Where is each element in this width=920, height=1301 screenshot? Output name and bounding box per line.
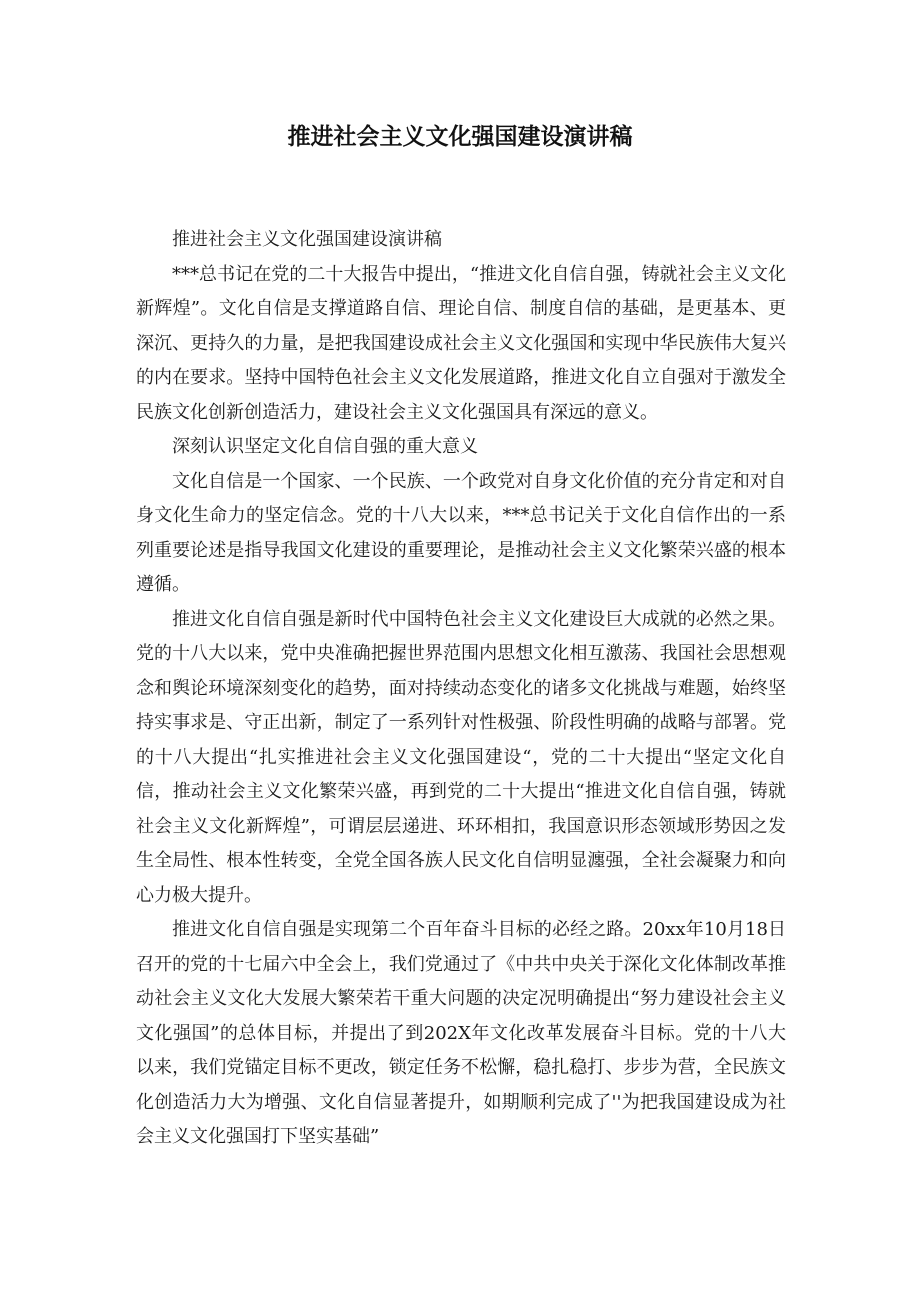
body-paragraph-intro: ***总书记在党的二十大报告中提出，“推进文化自信自强，铸就社会主义文化新辉煌”。文化自信是支撑道路自信、理论自信、制度自信的基础，是更基本、更深沉、更持久的力量，是把我国建设成社会主义文化强国和实现中华民族伟大复兴的内在要求。坚持中国特色社会主义文化发展道路，推进文化自立自强对于激发全民族文化创新创造活力，建设社会主义文化强国具有深远的意义。	[136, 263, 786, 423]
section-heading: 深刻认识坚定文化自信自强的重大意义	[172, 436, 478, 457]
document-title: 推进社会主义文化强国建设演讲稿	[287, 124, 633, 150]
body-paragraph: 文化自信是一个国家、一个民族、一个政党对自身文化价值的充分肯定和对自身文化生命力的坚定信念。党的十八大以来，***总书记关于文化自信作出的一系列重要论述是指导我国文化建设的重要理论，是推动社会主义文化繁荣兴盛的根本遵循。	[136, 470, 786, 595]
document-body	[136, 223, 786, 1155]
body-paragraph: 推进文化自信自强是实现第二个百年奋斗目标的必经之路。20xx年10月18日召开的党的十七届六中全会上，我们党通过了《中共中央关于深化文化体制改革推动社会主义文化大发展大繁荣若干重大问题的决定况明确提出“努力建设社会主义文化强国”的总体目标，并提出了到202X年文化改革发展奋斗目标。党的十八大以来，我们党锚定目标不更改，锁定任务不松懈，稳扎稳打、步步为营，全民族文化创造活力大为增强、文化自信显著提升，如期顺利完成了''为把我国建设成为社会主义文化强国打下坚实基础”	[136, 919, 786, 1147]
body-paragraph: 推进文化自信自强是新时代中国特色社会主义文化建设巨大成就的必然之果。党的十八大以来，党中央准确把握世界范围内思想文化相互激荡、我国社会思想观念和舆论环境深刻变化的趋势，面对持续动态变化的诸多文化挑战与难题，始终坚持实事求是、守正出新，制定了一系列针对性极强、阶段性明确的战略与部署。党的十八大提出“扎实推进社会主义文化强国建设“，党的二十大提出“坚定文化自信，推动社会主义文化繁荣兴盛，再到党的二十大提出“推进文化自信自强，铸就社会主义文化新辉煌”，可谓层层递进、环环相扣，我国意识形态领域形势因之发生全局性、根本性转变，全党全国各族人民文化自信明显瀍强，全社会凝聚力和向心力极大提升。	[136, 608, 786, 906]
body-heading: 推进社会主义文化强国建设演讲稿	[172, 229, 442, 250]
